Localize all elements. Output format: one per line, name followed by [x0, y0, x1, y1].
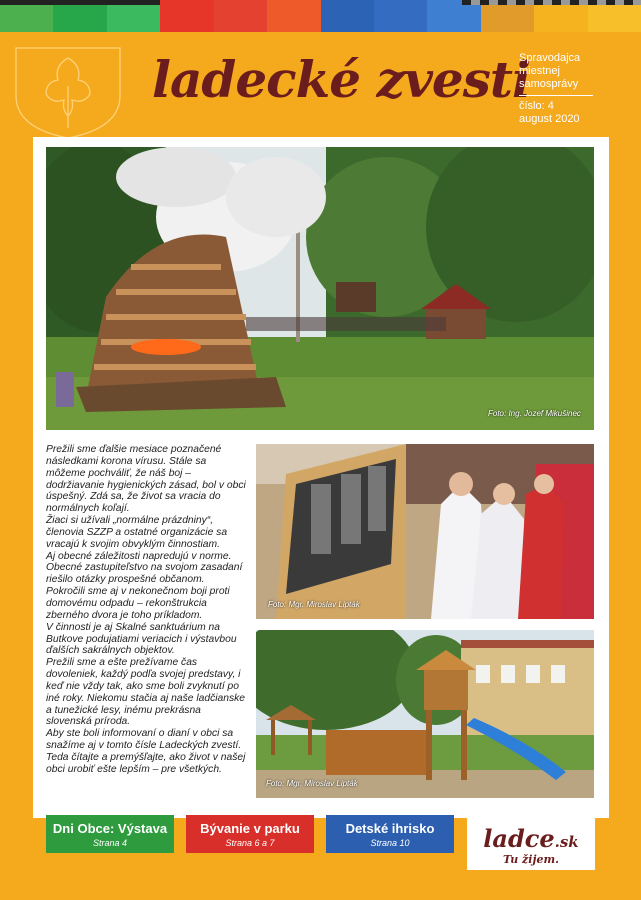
color-strip — [374, 0, 427, 32]
registration-marks — [0, 0, 160, 5]
photo-credit: Foto: Mgr. Miroslav Lipták — [268, 600, 360, 609]
color-strip — [321, 0, 374, 32]
issue-info — [519, 52, 593, 126]
bonfire-photo — [46, 147, 594, 430]
article-paragraph: Aby ste boli informovaní o dianí v obci sa snažíme aj v tomto čísle Ladeckých zvestí. Teda čítajte a premýšľajte, ako život v našej obci urobiť ešte lepším – pre všetkých. — [46, 728, 246, 775]
photo-credit: Foto: Ing. Jozef Mikušinec — [488, 409, 581, 418]
button-title: Bývanie v parku — [200, 821, 300, 836]
article-paragraph: Aj obecné záležitosti napredujú v norme. Obecné zastupiteľstvo na svojom zasadaní riešilo otázky prospešné občanom. Pokročili sme aj v nekonečnom boji proti domovému odpadu – rekonštrukcia zberného dvora je toho príkladom. — [46, 550, 243, 621]
article-paragraph: V činnosti je aj Skalné sanktuárium na Butkove podujatiami veriacich i výstavbou ďalších sakrálnych objektov. — [46, 621, 237, 657]
button-title: Dni Obce: Výstava — [52, 821, 168, 836]
issue-number: číslo: 4 — [519, 100, 554, 112]
button-detske-ihrisko[interactable] — [326, 815, 454, 853]
color-strip — [267, 0, 320, 32]
color-strip — [160, 0, 213, 32]
button-title: Detské ihrisko — [345, 821, 435, 836]
meta-line: Spravodajca — [519, 52, 581, 64]
article-paragraph: Prežili sme ďalšie mesiace poznačené následkami korona vírusu. Stále sa môžeme pochváliť, že náš boj – dodržiavanie hygienických zásad, bol v obci úspešný. Zdá sa, že život sa vracia do normálnych koľají. — [46, 444, 246, 515]
button-dni-obce[interactable] — [46, 815, 174, 853]
issue-date: august 2020 — [519, 113, 580, 125]
logo-tld: .sk — [554, 833, 579, 851]
button-byvanie[interactable] — [186, 815, 314, 853]
photo-credit: Foto: Mgr. Miroslav Lipták — [266, 779, 358, 788]
article-paragraph: Žiaci si užívali „normálne prázdniny“, členovia SZZP a ostatné organizácie sa vracajú k svojim obvyklým činnostiam. — [46, 515, 228, 550]
button-page: Strana 4 — [92, 838, 128, 848]
button-page: Strana 10 — [370, 838, 410, 848]
masthead-title: ladecké zvesti — [152, 50, 530, 109]
playground-photo — [256, 630, 594, 798]
button-page: Strana 6 a 7 — [225, 838, 275, 848]
meta-line: miestnej — [519, 65, 560, 77]
registration-marks — [462, 0, 641, 5]
logo-text — [467, 824, 595, 853]
exhibition-photo — [256, 444, 594, 619]
meta-divider — [519, 95, 593, 96]
crest-icon — [8, 36, 128, 141]
article-paragraph: Prežili sme a ešte prežívame čas dovoleniek, každý podľa svojej predstavy, i keď nie vždy tak, ako sme boli zvyknutí po iné roky. Niekomu stačia aj naše ladčianske a tunežické lesy, inému prekrásna slovenská príroda. — [46, 657, 245, 728]
logo-name: ladce — [483, 824, 555, 853]
logo-tagline: Tu žijem. — [503, 853, 559, 866]
color-strip — [214, 0, 267, 32]
meta-line: samosprávy — [519, 78, 579, 90]
article-text — [46, 444, 246, 776]
site-logo[interactable] — [467, 815, 595, 870]
